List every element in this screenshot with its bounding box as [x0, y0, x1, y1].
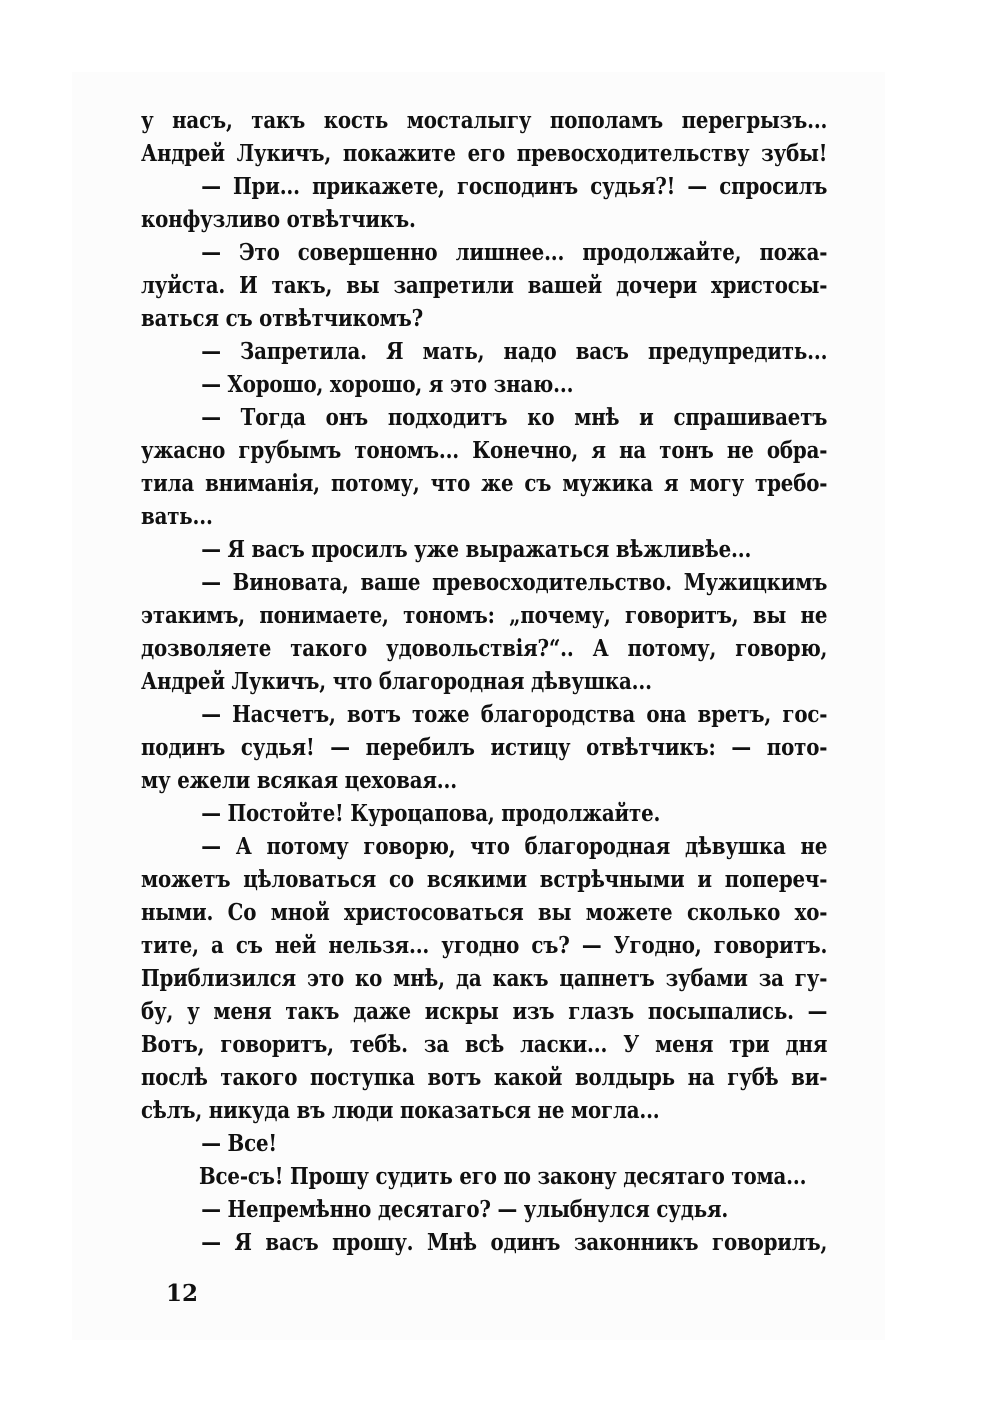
text-line: — Запретила. Я мать, надо васъ предупредить...	[201, 338, 828, 365]
text-line: тила вниманія, потому, что же съ мужика я могу требо-	[141, 470, 828, 497]
text-line: сѣлъ, никуда въ люди показаться не могла...	[141, 1097, 660, 1124]
text-line: — Тогда онъ подходитъ ко мнѣ и спрашиваетъ	[201, 404, 828, 431]
text-line: дозволяете такого удовольствія?“.. А потому, говорю,	[141, 635, 828, 662]
text-line: послѣ такого поступка вотъ какой волдырь на губѣ ви-	[141, 1064, 828, 1091]
text-line: — Хорошо, хорошо, я это знаю...	[201, 371, 574, 398]
text-line: — А потому говорю, что благородная дѣвушка не	[201, 833, 828, 860]
text-line: Андрей Лукичъ, что благородная дѣвушка...	[141, 668, 652, 695]
text-line: ваться съ отвѣтчикомъ?	[141, 305, 424, 332]
text-line: — Все!	[201, 1130, 277, 1157]
text-line: — Я васъ прошу. Мнѣ одинъ законникъ говорилъ,	[201, 1229, 828, 1256]
page-number: 12	[166, 1280, 199, 1307]
text-line: Приблизился это ко мнѣ, да какъ цапнетъ зубами за гу-	[141, 965, 828, 992]
text-line: — Непремѣнно десятаго? — улыбнулся судья.	[201, 1196, 729, 1223]
text-line: вать...	[141, 503, 213, 530]
text-line: — Это совершенно лишнее... продолжайте, пожа-	[201, 239, 828, 266]
text-line: у насъ, такъ кость мосталыгу пополамъ перегрызъ...	[141, 107, 828, 134]
text-line: Андрей Лукичъ, покажите его превосходительству зубы!	[141, 140, 828, 167]
text-line: можетъ цѣловаться со всякими встрѣчными и попереч-	[141, 866, 828, 893]
text-line: — Виновата, ваше превосходительство. Мужицкимъ	[201, 569, 828, 596]
text-line: этакимъ, понимаете, тономъ: „почему, говоритъ, вы не	[141, 602, 828, 629]
text-line: подинъ судья! — перебилъ истицу отвѣтчикъ: — пото-	[141, 734, 828, 761]
text-line: тите, а съ ней нельзя... угодно съ? — Угодно, говоритъ.	[141, 932, 828, 959]
text-line: ными. Со мной христосоваться вы можете сколько хо-	[141, 899, 828, 926]
text-line: — Постойте! Куроцапова, продолжайте.	[201, 800, 661, 827]
text-line: Вотъ, говоритъ, тебѣ. за всѣ ласки... У меня три дня	[141, 1031, 828, 1058]
text-line: — Насчетъ, вотъ тоже благородства она вретъ, гос-	[201, 701, 828, 728]
text-line: луйста. И такъ, вы запретили вашей дочери христосы-	[141, 272, 828, 299]
text-line: — При... прикажете, господинъ судья?! — спросилъ	[201, 173, 828, 200]
text-line: му ежели всякая цеховая...	[141, 767, 457, 794]
text-line: — Я васъ просилъ уже выражаться вѣжливѣе...	[201, 536, 752, 563]
text-line: ужасно грубымъ тономъ... Конечно, я на тонъ не обра-	[141, 437, 828, 464]
text-line: Все-съ! Прошу судить его по закону десятаго тома...	[199, 1163, 807, 1190]
text-line: конфузливо отвѣтчикъ.	[141, 206, 416, 233]
text-line: бу, у меня такъ даже искры изъ глазъ посыпались. —	[141, 998, 828, 1025]
